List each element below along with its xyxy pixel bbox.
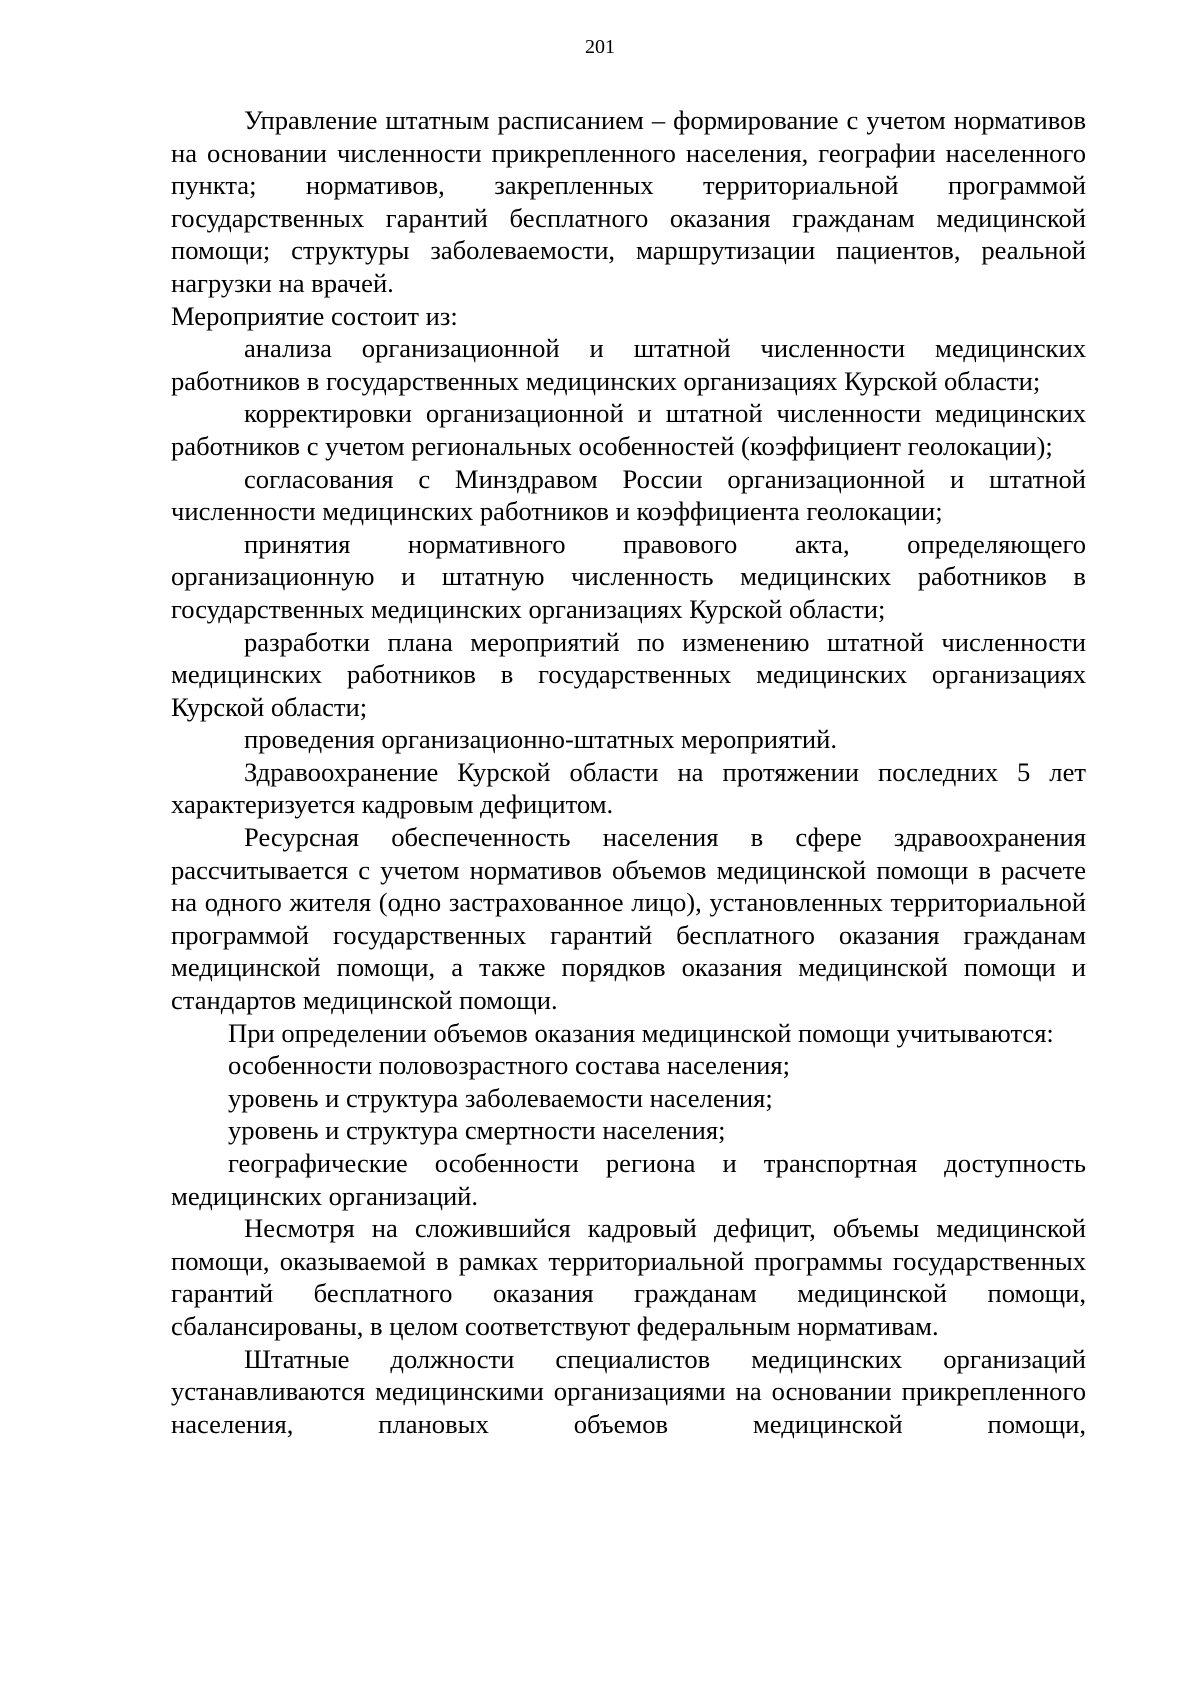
- list-item-mortality: уровень и структура смертности населения;: [228, 1115, 726, 1146]
- paragraph-balanced-volumes: Несмотря на сложившийся кадровый дефицит, объемы медицинской помощи, оказываемой в рамках территориальной программы государственных гарантий бесплатного оказания гражданам медицинской помощи, сбалансированы, в целом соответствуют федеральным нормативам.: [171, 1213, 1086, 1341]
- page-number: 201: [585, 36, 615, 58]
- list-item-morbidity: уровень и структура заболеваемости населения;: [228, 1082, 773, 1113]
- document-body: [171, 104, 1086, 1440]
- paragraph-adoption: принятия нормативного правового акта, определяющего организационную и штатную численность медицинских работников в государственных медицинских организациях Курской области;: [171, 528, 1086, 624]
- paragraph-healthcare-deficit: Здравоохранение Курской области на протяжении последних 5 лет характеризуется кадровым дефицитом.: [171, 756, 1086, 820]
- list-item-geography: географические особенности региона и транспортная доступность медицинских организаций.: [171, 1148, 1086, 1211]
- paragraph-staff-positions: Штатные должности специалистов медицинских организаций устанавливаются медицинскими организациями на основании прикрепленного населения, плановых объемов медицинской помощи,: [171, 1343, 1086, 1439]
- paragraph-approval: согласования с Минздравом России организационной и штатной численности медицинских работников и коэффициента геолокации;: [171, 463, 1086, 527]
- paragraph-volume-determination: При определении объемов оказания медицинской помощи учитываются:: [228, 1017, 1054, 1048]
- paragraph-resource-provision: Ресурсная обеспеченность населения в сфере здравоохранения рассчитывается с учетом нормативов объемов медицинской помощи в расчете на одного жителя (одно застрахованное лицо), установленных территориальной программой государственных гарантий бесплатного оказания гражданам медицинской помощи, а также порядков оказания медицинской помощи и стандартов медицинской помощи.: [171, 822, 1086, 1016]
- paragraph-staffing-management: Управление штатным расписанием – формирование с учетом нормативов на основании численности прикрепленного населения, географии населенного пункта; нормативов, закрепленных территориальной программой государственных гарантий бесплатного оказания гражданам медицинской помощи; структуры заболеваемости, маршрутизации пациентов, реальной нагрузки на врачей.: [171, 105, 1086, 298]
- paragraph-plan-development: разработки плана мероприятий по изменению штатной численности медицинских работников в государственных медицинских организациях Курской области;: [171, 626, 1086, 722]
- paragraph-measure-consists: Мероприятие состоит из:: [171, 300, 458, 331]
- paragraph-analysis: анализа организационной и штатной численности медицинских работников в государственных медицинских организациях Курской области;: [171, 333, 1086, 396]
- paragraph-conducting: проведения организационно-штатных мероприятий.: [244, 724, 837, 755]
- list-item-age-sex: особенности половозрастного состава населения;: [228, 1050, 791, 1081]
- paragraph-correction: корректировки организационной и штатной численности медицинских работников с учетом региональных особенностей (коэффициент геолокации);: [171, 398, 1086, 461]
